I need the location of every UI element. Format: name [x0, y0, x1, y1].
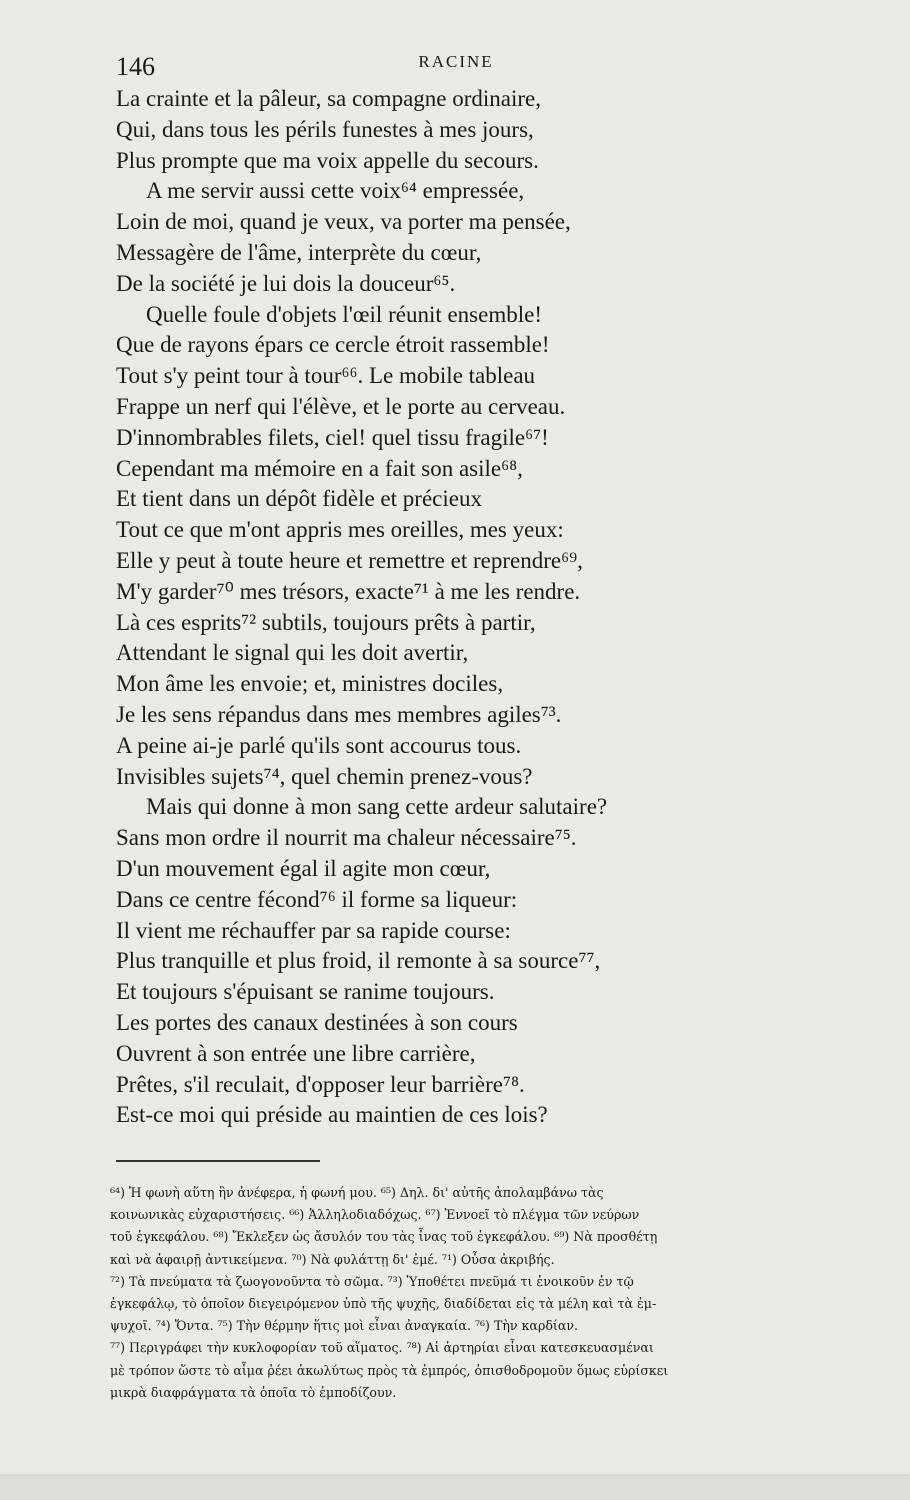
poem-line: Sans mon ordre il nourrit ma chaleur nécessaire⁷⁵.	[116, 825, 577, 851]
poem-line: Mon âme les envoie; et, ministres dociles,	[116, 671, 504, 697]
poem-line: Je les sens répandus dans mes membres agiles⁷³.	[116, 701, 562, 727]
footnote-line: καὶ νὰ ἀφαιρῇ ἀντικείμενα. ⁷⁰) Νὰ φυλάττῃ δι' ἐμέ. ⁷¹) Οὖσα ἀκριβής.	[110, 1251, 555, 1267]
page-edge	[0, 1474, 910, 1500]
poem-line: Là ces esprits⁷² subtils, toujours prêts à partir,	[116, 609, 536, 635]
poem-line: Il vient me réchauffer par sa rapide course:	[116, 917, 511, 943]
poem-text	[116, 84, 716, 1131]
poem-line: Tout s'y peint tour à tour⁶⁶. Le mobile tableau	[116, 363, 536, 389]
poem-line: Tout ce que m'ont appris mes oreilles, mes yeux:	[116, 517, 564, 543]
footnote-line: ⁷⁷) Περιγράφει τὴν κυκλοφορίαν τοῦ αἵματος. ⁷⁸) Αἱ ἀρτηρίαι εἶναι κατεσκευασμέναι	[110, 1340, 654, 1356]
footnote-line: ἐγκεφάλῳ, τὸ ὁποῖον διεγειρόμενον ὑπὸ τῆς ψυχῆς, διαδίδεται εἰς τὰ μέλη καὶ τὰ ἐμ-	[110, 1295, 657, 1311]
poem-line: Mais qui donne à mon sang cette ardeur salutaire?	[146, 794, 608, 820]
poem-line: Et tient dans un dépôt fidèle et précieux	[116, 486, 482, 512]
page-header	[116, 46, 796, 86]
poem-line: Cependant ma mémoire en a fait son asile⁶⁸,	[116, 455, 523, 481]
poem-line: Qui, dans tous les périls funestes à mes jours,	[116, 116, 534, 142]
footnote-line: ψυχοῖ. ⁷⁴) Ὄντα. ⁷⁵) Τὴν θέρμην ἥτις μοὶ εἶναι ἀναγκαία. ⁷⁶) Τὴν καρδίαν.	[110, 1318, 579, 1334]
footnote-line: τοῦ ἐγκεφάλου. ⁶⁸) Ἔκλεξεν ὡς ἄσυλόν του τὰς ἶνας τοῦ ἐγκεφάλου. ⁶⁹) Νὰ προσθέτῃ	[110, 1229, 658, 1245]
page-number: 146	[116, 52, 155, 81]
poem-line: Ouvrent à son entrée une libre carrière,	[116, 1040, 476, 1066]
poem-line: Et toujours s'épuisant se ranime toujours.	[116, 979, 495, 1005]
poem-line: A me servir aussi cette voix⁶⁴ empressée,	[146, 178, 525, 204]
poem-line: Dans ce centre fécond⁷⁶ il forme sa liqueur:	[116, 886, 518, 912]
running-title: RACINE	[418, 52, 494, 71]
poem-line: Frappe un nerf qui l'élève, et le porte au cerveau.	[116, 393, 566, 419]
poem-line: Elle y peut à toute heure et remettre et reprendre⁶⁹,	[116, 547, 583, 573]
footnote-line: μικρὰ διαφράγματα τὰ ὁποῖα τὸ ἐμποδίζουν.	[110, 1384, 397, 1400]
footnote-line: ⁶⁴) Ἡ φωνὴ αὕτη ἣν ἀνέφερα, ἡ φωνή μου. ⁶⁵) Δηλ. δι' αὐτῆς ἀπολαμβάνω τὰς	[110, 1185, 604, 1200]
poem-line: Est-ce moi qui préside au maintien de ces lois?	[116, 1102, 548, 1128]
footnotes	[110, 1182, 880, 1404]
poem-line: Quelle foule d'objets l'œil réunit ensemble!	[146, 301, 542, 327]
poem-line: Invisibles sujets⁷⁴, quel chemin prenez-vous?	[116, 763, 533, 789]
poem-line: De la société je lui dois la douceur⁶⁵.	[116, 270, 456, 296]
footnote-line: μὲ τρόπον ὥστε τὸ αἷμα ῥέει ἀκωλύτως πρὸς τὰ ἐμπρός, ὀπισθοδρομοῦν ὅμως εὑρίσκει	[110, 1362, 669, 1378]
poem-line: Plus prompte que ma voix appelle du secours.	[116, 147, 539, 173]
poem-line: Que de rayons épars ce cercle étroit rassemble!	[116, 332, 550, 358]
poem-line: Prêtes, s'il reculait, d'opposer leur barrière⁷⁸.	[116, 1071, 525, 1097]
footnote-line: ⁷²) Τὰ πνεύματα τὰ ζωογονοῦντα τὸ σῶμα. ⁷³) Ὑποθέτει πνεῦμά τι ἐνοικοῦν ἐν τῷ	[110, 1273, 634, 1289]
footnote-divider	[116, 1160, 320, 1162]
poem-line: Plus tranquille et plus froid, il remonte à sa source⁷⁷,	[116, 948, 601, 974]
poem-line: La crainte et la pâleur, sa compagne ordinaire,	[116, 86, 542, 111]
poem-line: Messagère de l'âme, interprète du cœur,	[116, 239, 482, 265]
poem-line: D'innombrables filets, ciel! quel tissu fragile⁶⁷!	[116, 424, 549, 450]
poem-line: Attendant le signal qui les doit avertir,	[116, 640, 469, 666]
poem-line: M'y garder⁷⁰ mes trésors, exacte⁷¹ à me les rendre.	[116, 578, 581, 604]
poem-line: Les portes des canaux destinées à son cours	[116, 1009, 518, 1035]
poem-line: A peine ai-je parlé qu'ils sont accourus tous.	[116, 732, 522, 758]
poem-line: Loin de moi, quand je veux, va porter ma pensée,	[116, 209, 571, 235]
poem-line: D'un mouvement égal il agite mon cœur,	[116, 855, 491, 881]
footnote-line: κοινωνικὰς εὐχαριστήσεις. ⁶⁶) Ἀλληλοδιαδόχως. ⁶⁷) Ἐννοεῖ τὸ πλέγμα τῶν νεύρων	[110, 1207, 640, 1223]
